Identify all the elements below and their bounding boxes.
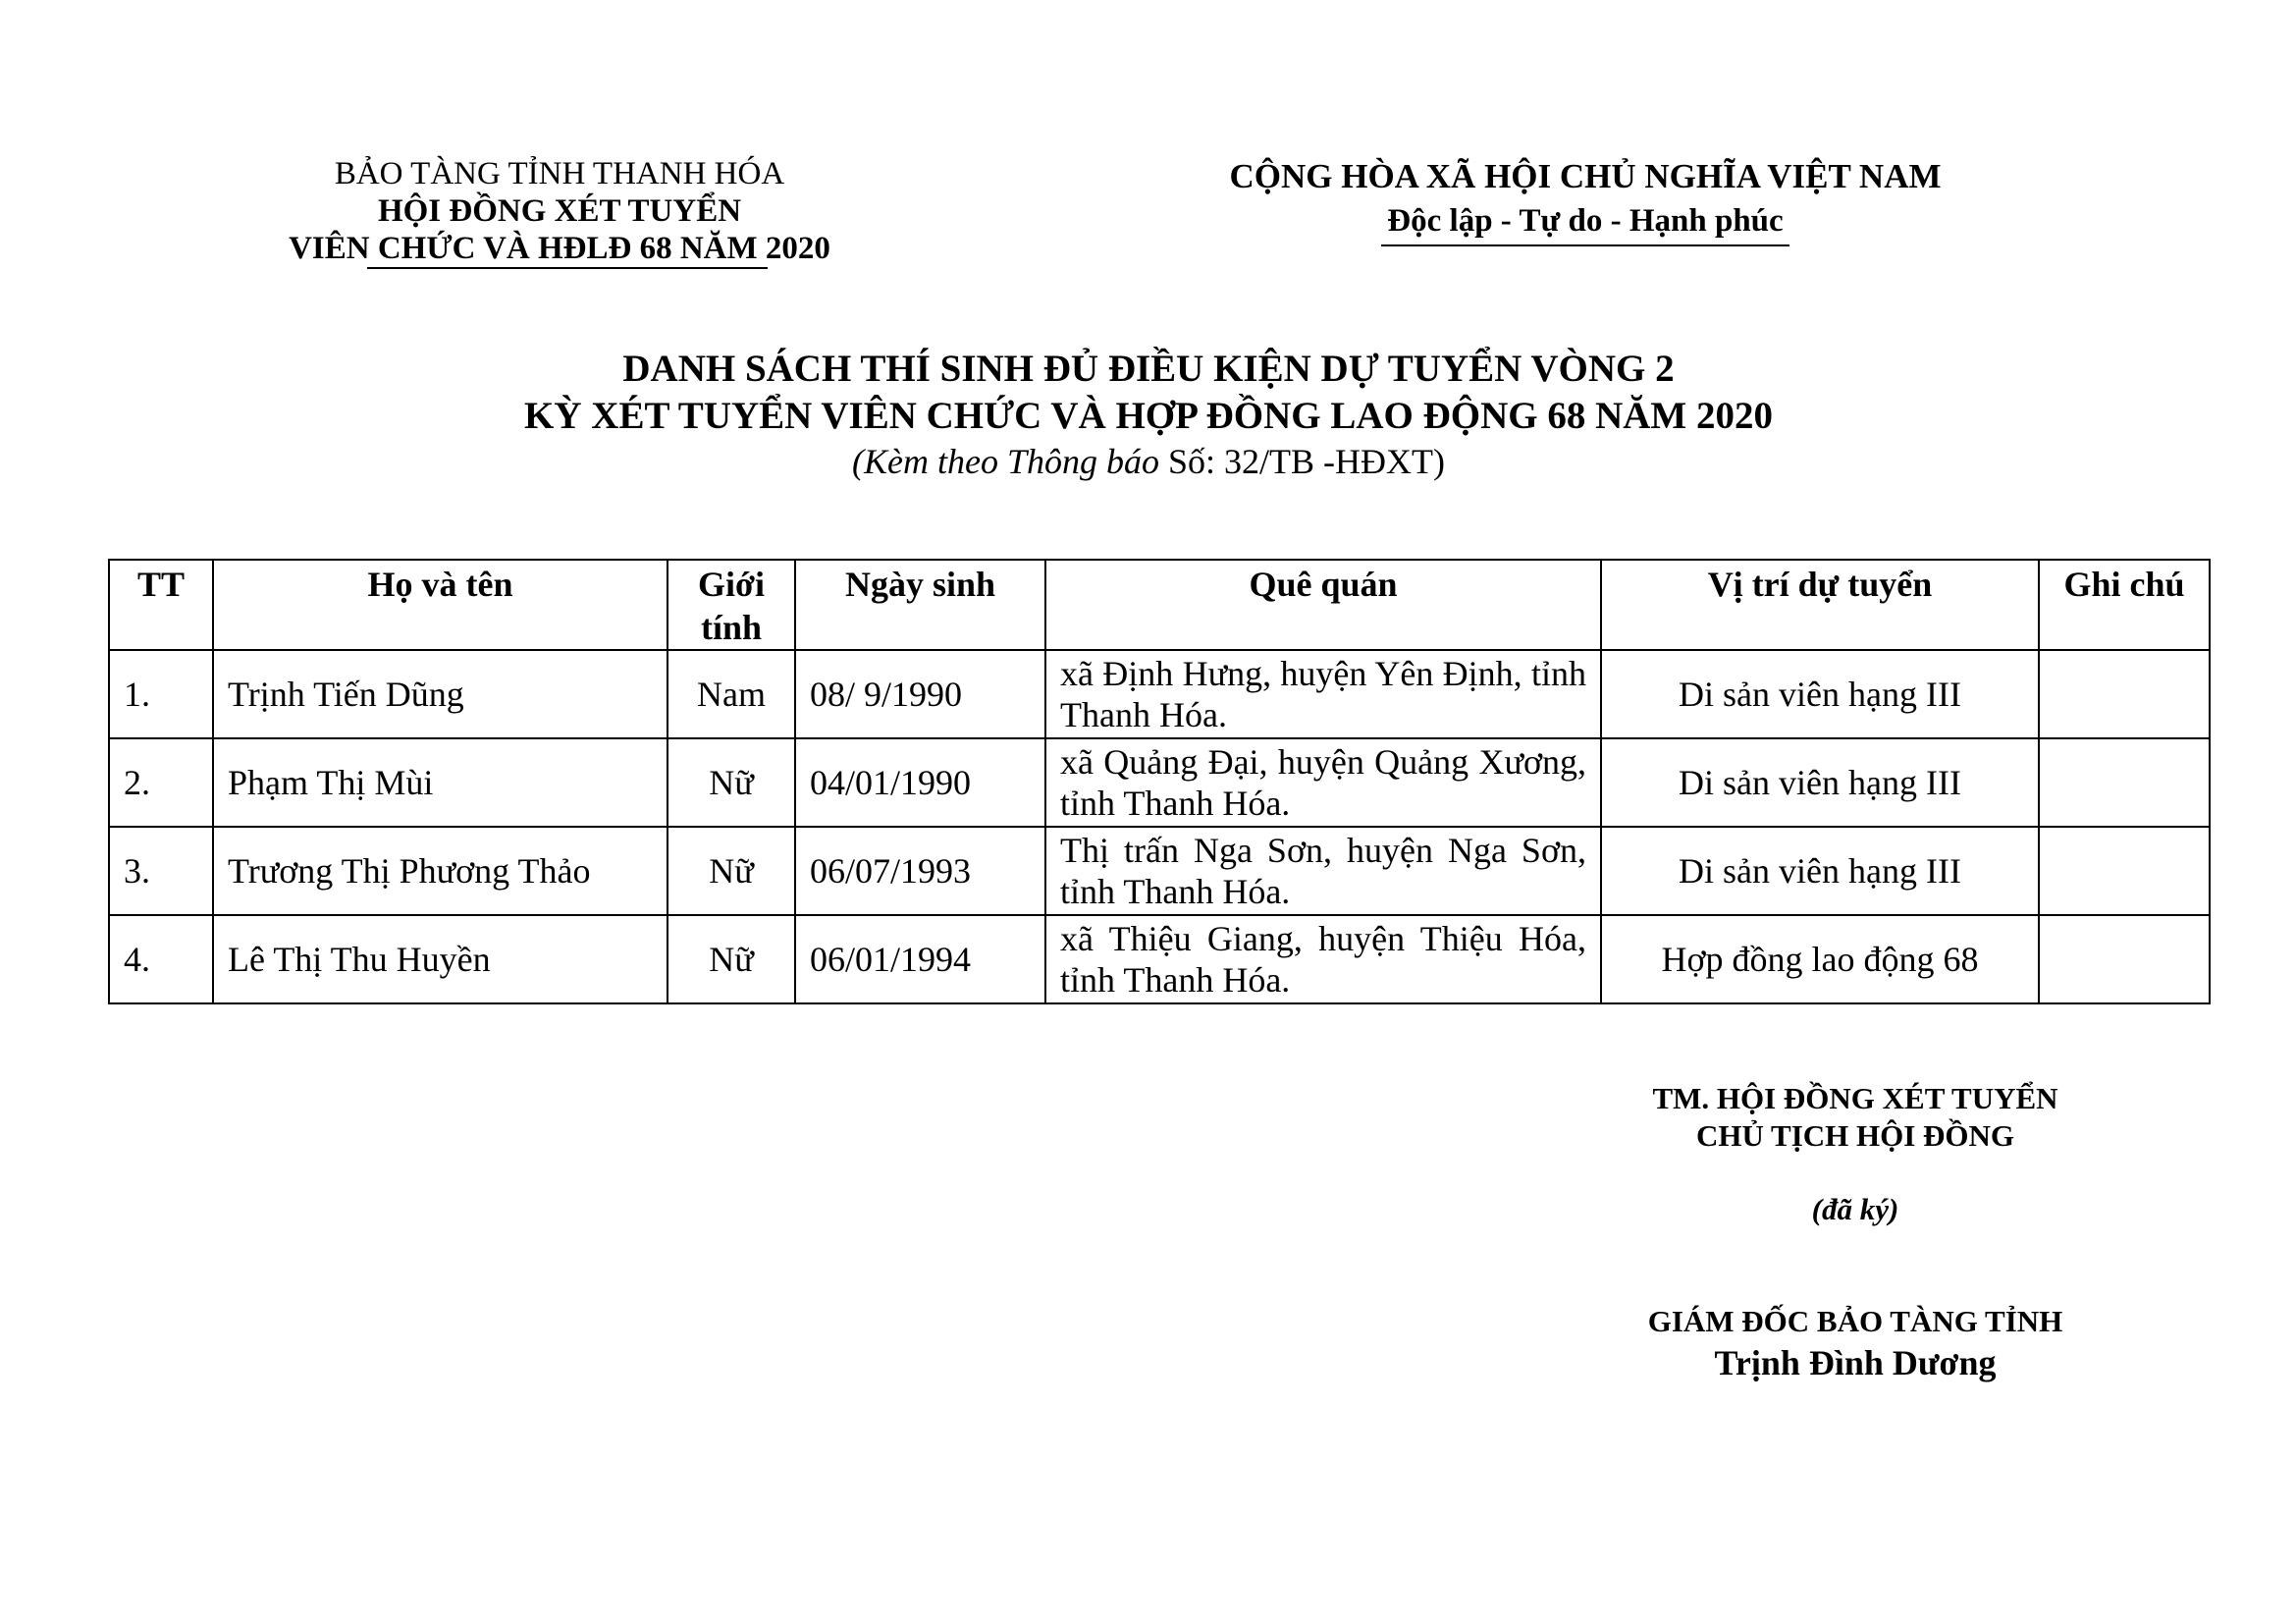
cell-gender: Nữ [667, 738, 795, 827]
issuer-council-scope: VIÊN CHỨC VÀ HĐLĐ 68 NĂM 2020 [289, 231, 830, 266]
cell-tt: 3. [109, 827, 213, 915]
cell-note [2039, 738, 2210, 827]
cell-name: Trịnh Tiến Dũng [213, 650, 667, 738]
cell-gender: Nữ [667, 915, 795, 1003]
issuer-agency: BẢO TÀNG TỈNH THANH HÓA [334, 156, 785, 191]
header-tt: TT [109, 560, 213, 650]
header-dob: Ngày sinh [795, 560, 1045, 650]
cell-note [2039, 915, 2210, 1003]
cell-note [2039, 827, 2210, 915]
reference-number: Số: 32/TB -HĐXT) [1167, 442, 1445, 481]
cell-name: Phạm Thị Mùi [213, 738, 667, 827]
cell-position: Hợp đồng lao động 68 [1601, 915, 2039, 1003]
table-row [109, 650, 2210, 738]
cell-name: Lê Thị Thu Huyền [213, 915, 667, 1003]
cell-gender: Nữ [667, 827, 795, 915]
signature-signed-note: (đã ký) [1811, 1192, 1899, 1226]
document-reference [294, 440, 2002, 483]
cell-hometown: xã Định Hưng, huyện Yên Định, tỉnh Thanh Hóa. [1045, 650, 1601, 738]
document-subtitle: KỲ XÉT TUYỂN VIÊN CHỨC VÀ HỢP ĐỒNG LAO ĐỘNG 68 NĂM 2020 [524, 395, 1773, 437]
cell-name: Trương Thị Phương Thảo [213, 827, 667, 915]
signature-on-behalf: TM. HỘI ĐỒNG XÉT TUYỂN [1652, 1081, 2058, 1115]
issuer-underline [367, 267, 768, 269]
cell-dob: 06/07/1993 [795, 827, 1045, 915]
cell-position: Di sản viên hạng III [1601, 827, 2039, 915]
cell-dob: 04/01/1990 [795, 738, 1045, 827]
cell-position: Di sản viên hạng III [1601, 650, 2039, 738]
cell-hometown: Thị trấn Nga Sơn, huyện Nga Sơn, tỉnh Thanh Hóa. [1045, 827, 1601, 915]
national-header [1158, 155, 2012, 246]
cell-tt: 4. [109, 915, 213, 1003]
cell-tt: 1. [109, 650, 213, 738]
header-name: Họ và tên [213, 560, 667, 650]
signer-title: GIÁM ĐỐC BẢO TÀNG TỈNH [1647, 1304, 2063, 1338]
reference-prefix: (Kèm theo Thông báo [852, 442, 1159, 481]
issuer-header [236, 155, 883, 267]
cell-dob: 08/ 9/1990 [795, 650, 1045, 738]
signer-name: Trịnh Đình Dương [1714, 1343, 1997, 1382]
signature-block [1531, 1080, 2179, 1384]
cell-dob: 06/01/1994 [795, 915, 1045, 1003]
cell-position: Di sản viên hạng III [1601, 738, 2039, 827]
cell-hometown: xã Quảng Đại, huyện Quảng Xương, tỉnh Thanh Hóa. [1045, 738, 1601, 827]
national-motto: Độc lập - Tự do - Hạnh phúc [1381, 199, 1789, 246]
cell-tt: 2. [109, 738, 213, 827]
table-row [109, 738, 2210, 827]
table-header-row [109, 560, 2210, 650]
header-position: Vị trí dự tuyển [1601, 560, 2039, 650]
table-row [109, 827, 2210, 915]
header-gender: Giới tính [667, 560, 795, 650]
table-row [109, 915, 2210, 1003]
document-title-block [294, 346, 2002, 483]
candidate-table [108, 559, 2211, 1004]
issuer-council: HỘI ĐỒNG XÉT TUYỂN [377, 193, 742, 229]
signature-role: CHỦ TỊCH HỘI ĐỒNG [1695, 1118, 2015, 1153]
header-note: Ghi chú [2039, 560, 2210, 650]
cell-note [2039, 650, 2210, 738]
national-title: CỘNG HÒA XÃ HỘI CHỦ NGHĨA VIỆT NAM [1229, 157, 1942, 195]
header-hometown: Quê quán [1045, 560, 1601, 650]
document-title: DANH SÁCH THÍ SINH ĐỦ ĐIỀU KIỆN DỰ TUYỂN VÒNG 2 [622, 348, 1675, 390]
cell-gender: Nam [667, 650, 795, 738]
cell-hometown: xã Thiệu Giang, huyện Thiệu Hóa, tỉnh Thanh Hóa. [1045, 915, 1601, 1003]
